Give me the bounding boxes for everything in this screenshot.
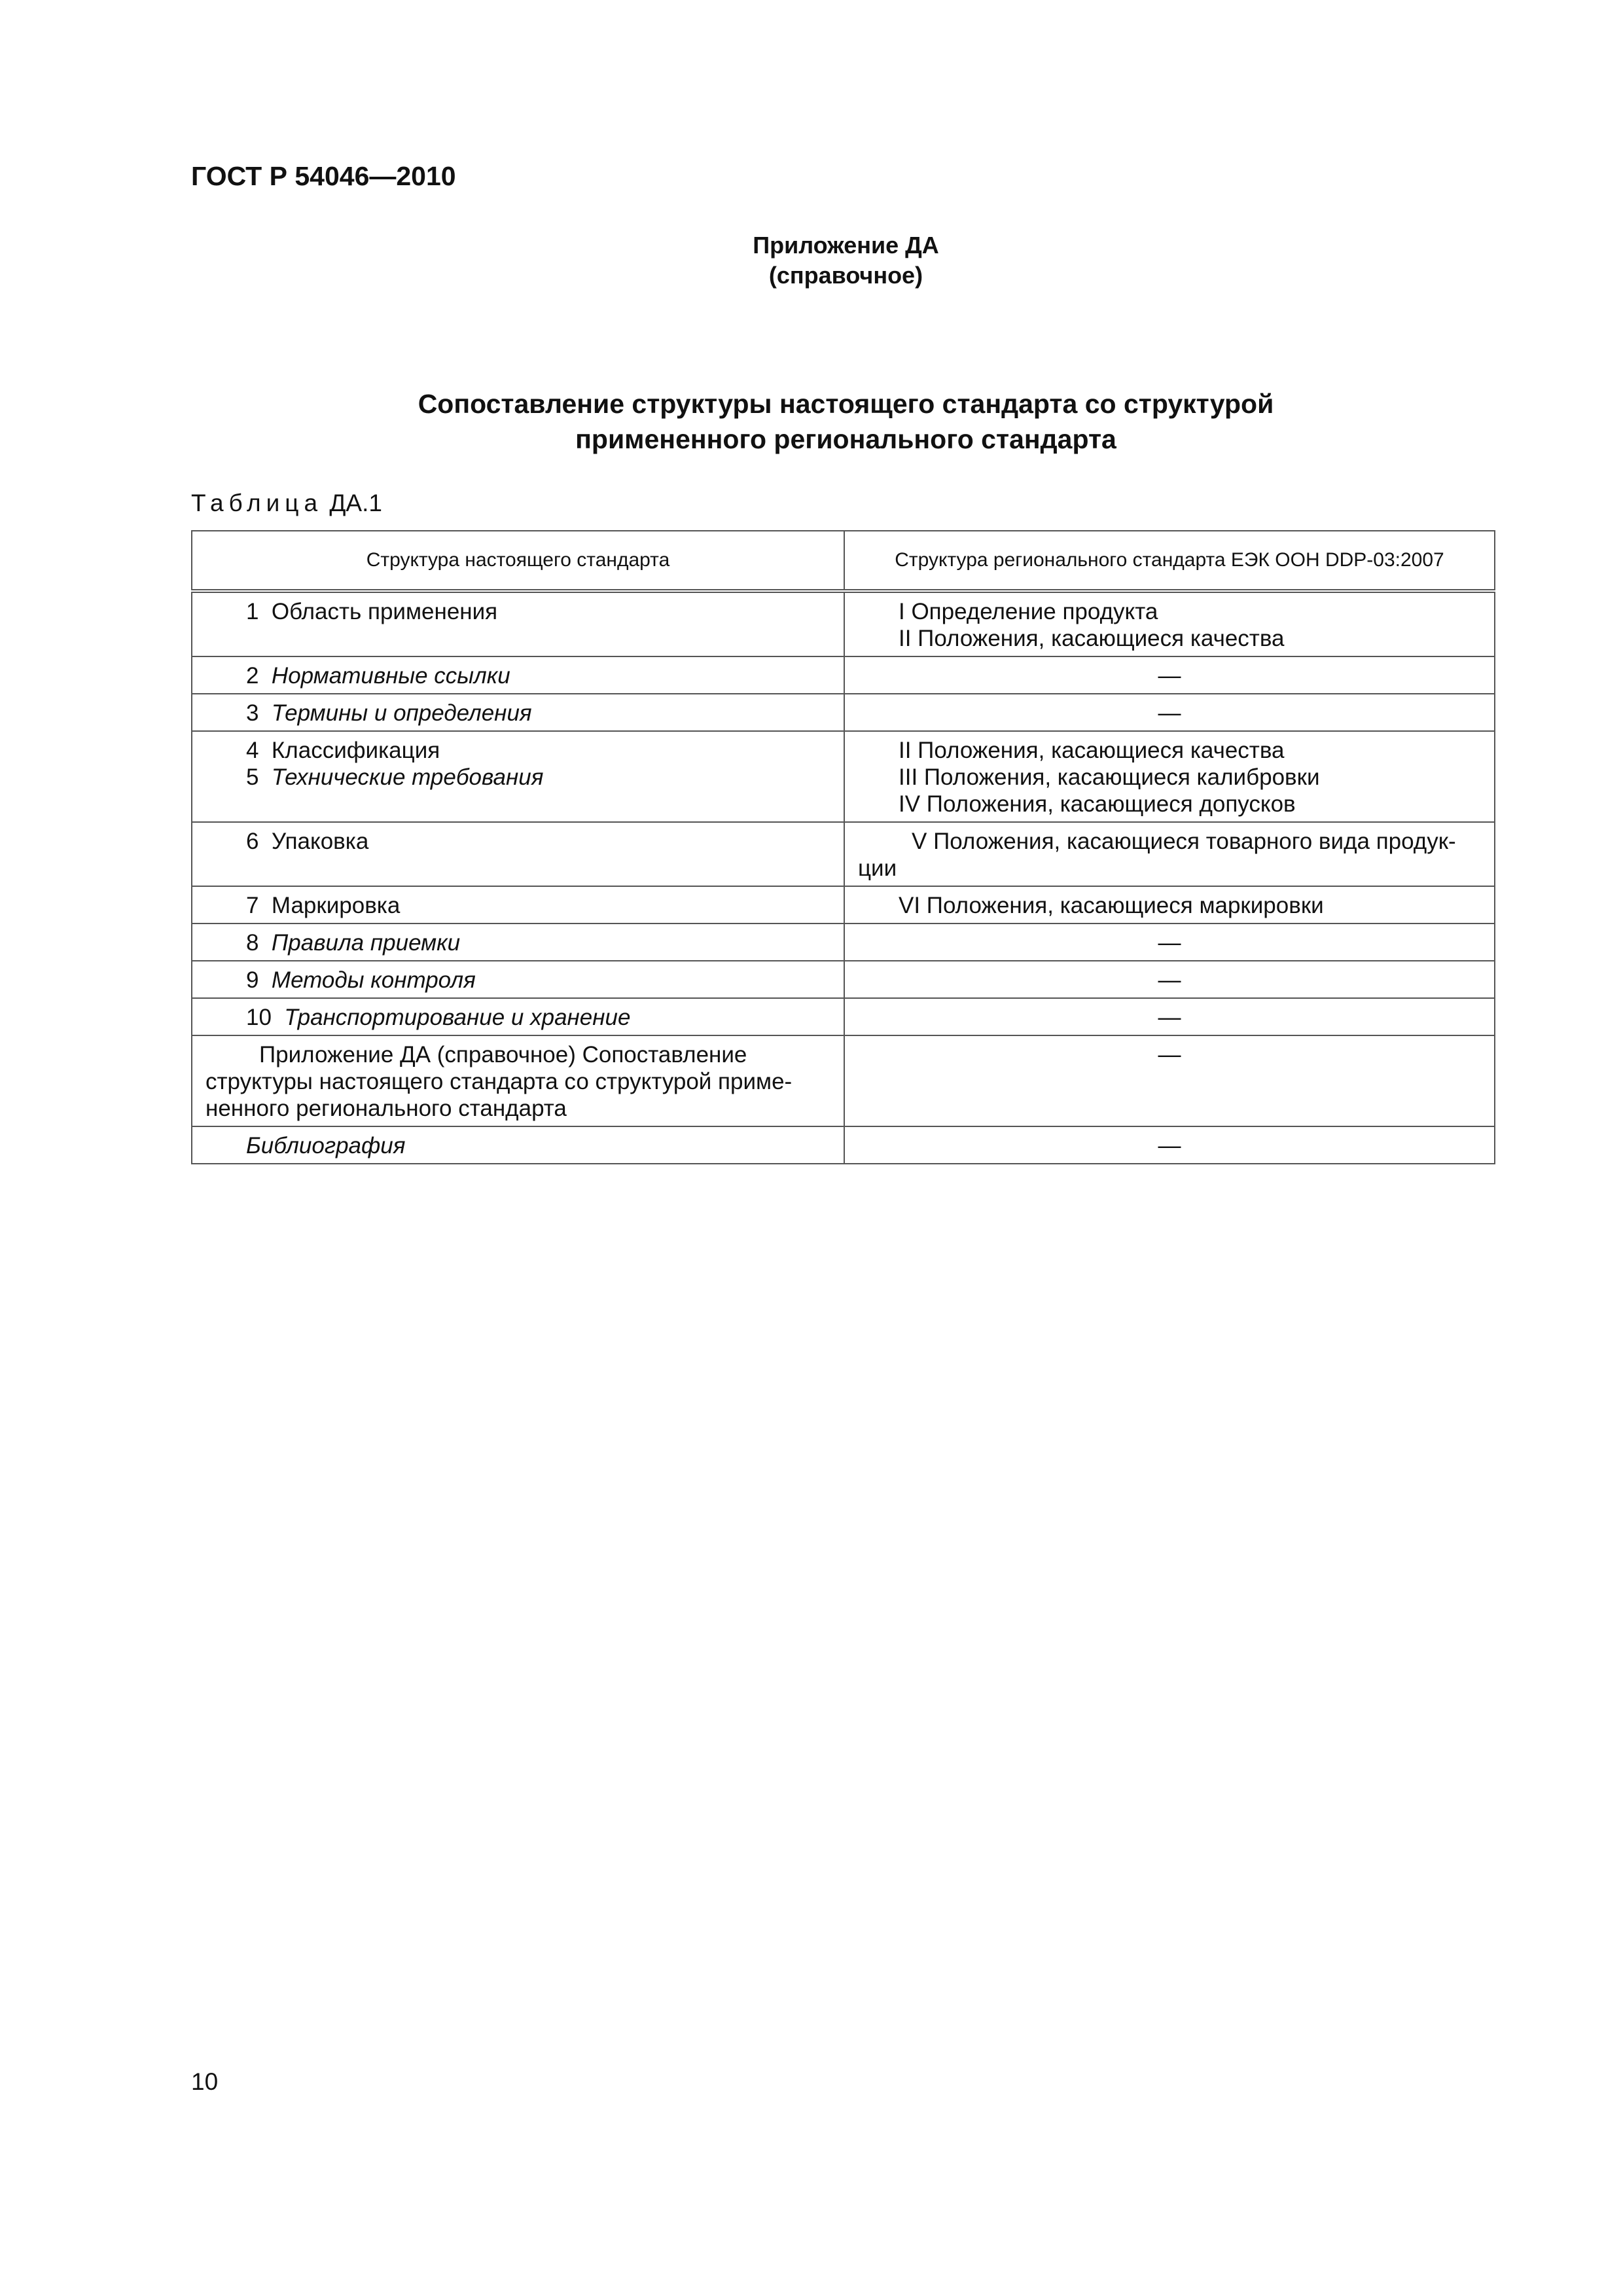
empty-dash: — <box>1158 1133 1181 1158</box>
regional-section: IV Положения, касающиеся допусков <box>899 791 1296 817</box>
table-cell <box>192 998 844 1035</box>
table-row <box>192 731 1495 822</box>
section-title: Правила приемки <box>271 930 461 956</box>
table-header-row <box>192 531 1495 591</box>
section-title: Термины и определения <box>271 700 532 726</box>
empty-dash: — <box>1158 967 1181 993</box>
regional-section: VI Положения, касающиеся маркировки <box>899 893 1324 918</box>
table-cell <box>844 1126 1495 1164</box>
table-cell <box>844 961 1495 998</box>
table-row <box>192 961 1495 998</box>
document-id: ГОСТ Р 54046—2010 <box>191 161 456 191</box>
table-label <box>191 490 382 517</box>
section-number: 2 <box>246 663 259 689</box>
table-cell <box>844 656 1495 694</box>
table-row <box>192 924 1495 961</box>
page-title-line-1: Сопоставление структуры настоящего стандарта со структурой <box>418 389 1274 419</box>
section-number: 3 <box>246 700 259 726</box>
table-label-id: ДА.1 <box>329 490 382 516</box>
annex-heading <box>0 230 1623 291</box>
section-title: Транспортирование и хранение <box>284 1005 631 1030</box>
regional-section-continuation: ции <box>858 855 897 881</box>
table-row <box>192 591 1495 656</box>
annex-title: Приложение ДА <box>753 232 939 259</box>
section-number: 8 <box>246 930 259 956</box>
table-row <box>192 998 1495 1035</box>
table-row <box>192 694 1495 731</box>
section-title: Маркировка <box>271 893 401 918</box>
table-cell <box>844 998 1495 1035</box>
table-cell <box>192 924 844 961</box>
section-title: Классификация <box>271 738 440 763</box>
section-title: Упаковка <box>271 829 369 854</box>
section-number: 6 <box>246 829 259 854</box>
section-number: 9 <box>246 967 259 993</box>
page-number: 10 <box>191 2068 219 2095</box>
table-cell <box>192 591 844 656</box>
table-row <box>192 656 1495 694</box>
table-cell <box>844 1035 1495 1126</box>
table-row <box>192 1126 1495 1164</box>
annex-reference-line: ненного регионального стандарта <box>205 1096 567 1121</box>
table-row <box>192 1035 1495 1126</box>
annex-subtitle: (справочное) <box>768 262 923 289</box>
table-cell <box>844 822 1495 886</box>
section-number: 4 <box>246 738 259 763</box>
section-number: 7 <box>246 893 259 918</box>
table-row <box>192 822 1495 886</box>
regional-section: V Положения, касающиеся товарного вида продук- <box>912 829 1456 854</box>
page-title-line-2: примененного регионального стандарта <box>575 424 1116 454</box>
section-title: Методы контроля <box>271 967 476 993</box>
section-number: 5 <box>246 764 259 790</box>
empty-dash: — <box>1158 700 1181 726</box>
section-title: Технические требования <box>271 764 544 790</box>
table-cell <box>844 694 1495 731</box>
annex-reference-line: структуры настоящего стандарта со структурой приме- <box>205 1069 793 1094</box>
column-header-regional-standard: Структура регионального стандарта ЕЭК ООН DDP-03:2007 <box>844 531 1495 591</box>
table-cell <box>844 886 1495 924</box>
table-cell <box>192 1035 844 1126</box>
table-label-word: Таблица <box>191 490 323 516</box>
section-title: Библиография <box>246 1133 406 1158</box>
table-cell <box>844 924 1495 961</box>
section-title: Область применения <box>271 599 498 624</box>
table-cell <box>192 886 844 924</box>
table-cell <box>192 822 844 886</box>
comparison-table <box>191 530 1495 1164</box>
page-title <box>0 386 1623 457</box>
empty-dash: — <box>1158 663 1181 689</box>
section-title: Нормативные ссылки <box>271 663 510 689</box>
section-number: 10 <box>246 1005 272 1030</box>
table-cell <box>192 961 844 998</box>
table-cell <box>192 694 844 731</box>
empty-dash: — <box>1158 1042 1181 1067</box>
regional-section: II Положения, касающиеся качества <box>899 738 1285 763</box>
table-cell <box>192 656 844 694</box>
empty-dash: — <box>1158 930 1181 956</box>
annex-reference-line: Приложение ДА (справочное) Сопоставление <box>259 1042 747 1067</box>
table-cell <box>844 731 1495 822</box>
column-header-current-standard: Структура настоящего стандарта <box>192 531 844 591</box>
section-number: 1 <box>246 599 259 624</box>
table-cell <box>192 731 844 822</box>
table-row <box>192 886 1495 924</box>
regional-section: II Положения, касающиеся качества <box>899 626 1285 651</box>
empty-dash: — <box>1158 1005 1181 1030</box>
table-cell <box>844 591 1495 656</box>
regional-section: III Положения, касающиеся калибровки <box>899 764 1320 790</box>
table-cell <box>192 1126 844 1164</box>
regional-section: I Определение продукта <box>899 599 1158 624</box>
